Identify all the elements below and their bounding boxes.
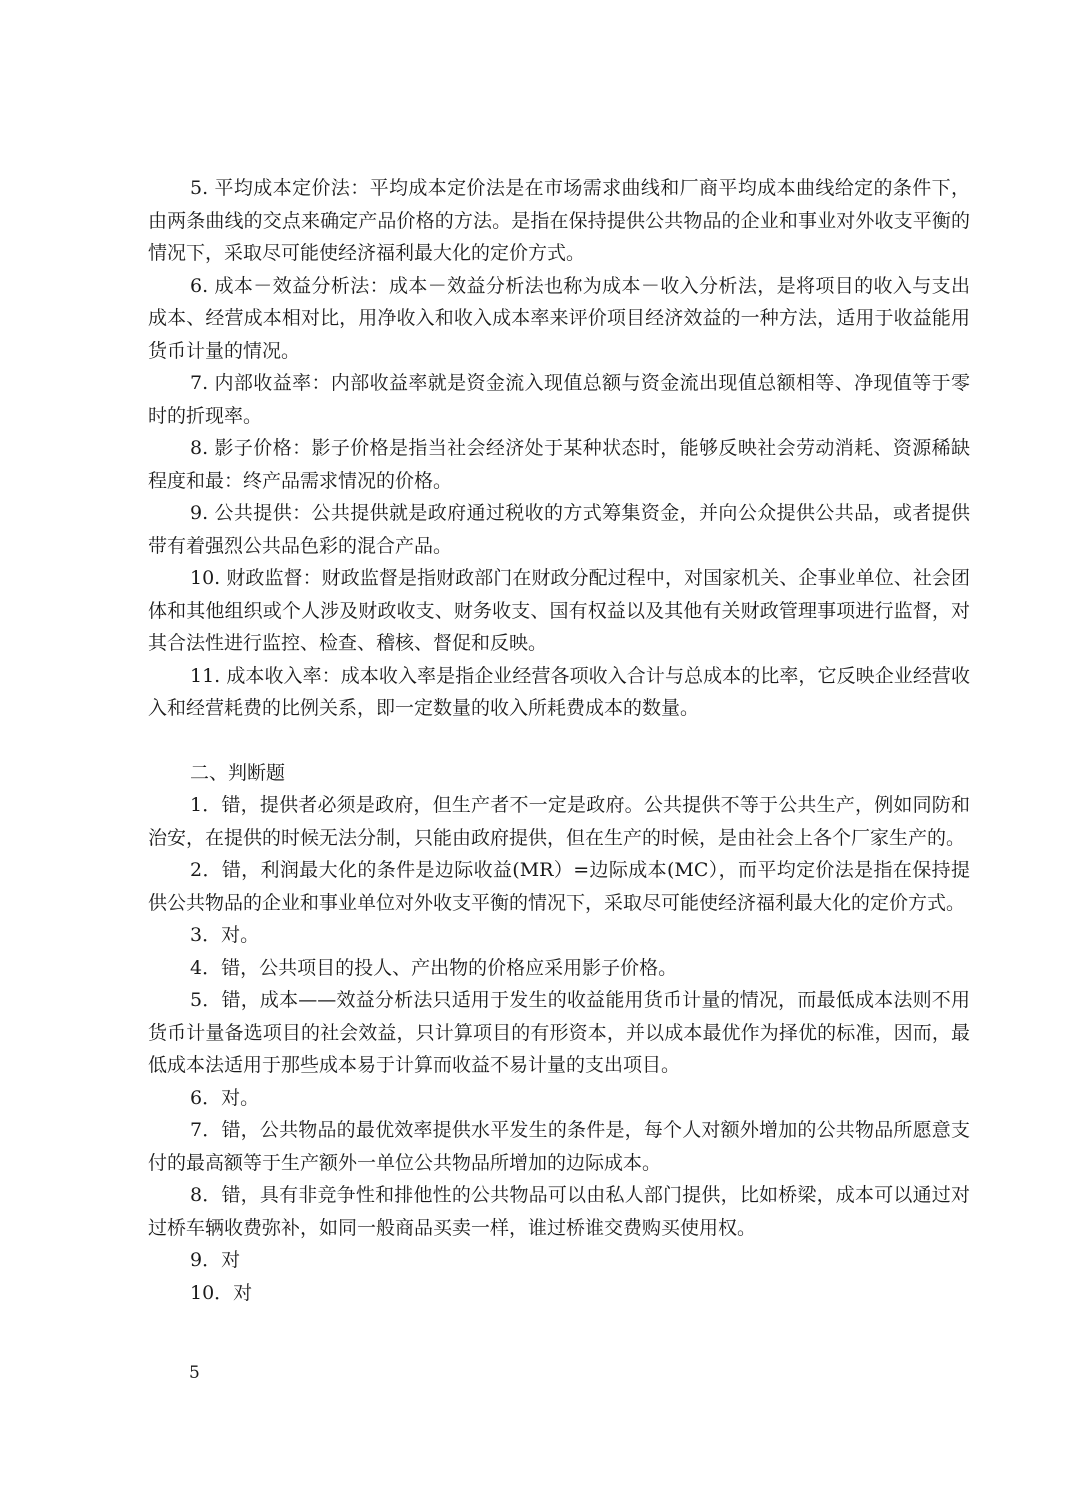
definition-paragraph: 6. 成本－效益分析法：成本－效益分析法也称为成本－收入分析法，是将项目的收入与支出成本、经营成本相对比，用净收入和收入成本率来评价项目经济效益的一种方法，适用于收益能用货币计量的情况。 bbox=[148, 274, 970, 362]
page-number: 5 bbox=[189, 1363, 200, 1383]
definition-paragraph: 5. 平均成本定价法：平均成本定价法是在市场需求曲线和厂商平均成本曲线给定的条件下，由两条曲线的交点来确定产品价格的方法。是指在保持提供公共物品的企业和事业对外收支平衡的情况下，采取尽可能使经济福利最大化的定价方式。 bbox=[148, 177, 970, 264]
answer-paragraph: 4．错，公共项目的投人、产出物的价格应采用影子价格。 bbox=[190, 956, 678, 979]
page-body bbox=[148, 172, 970, 1309]
answer-paragraph: 2．错，利润最大化的条件是边际收益(MR）=边际成本(MC），而平均定价法是指在保持提供公共物品的企业和事业单位对外收支平衡的情况下，采取尽可能使经济福利最大化的定价方式。 bbox=[148, 859, 970, 914]
definition-paragraph: 10. 财政监督：财政监督是指财政部门在财政分配过程中，对国家机关、企事业单位、社会团体和其他组织或个人涉及财政收支、财务收支、国有权益以及其他有关财政管理事项进行监督，对其合法性进行监控、检查、稽核、督促和反映。 bbox=[148, 567, 970, 654]
answer-paragraph: 7．错，公共物品的最优效率提供水平发生的条件是，每个人对额外增加的公共物品所愿意支付的最高额等于生产额外一单位公共物品所增加的边际成本。 bbox=[148, 1119, 970, 1174]
definition-paragraph: 11. 成本收入率：成本收入率是指企业经营各项收入合计与总成本的比率，它反映企业经营收入和经营耗费的比例关系，即一定数量的收入所耗费成本的数量。 bbox=[148, 664, 970, 719]
answer-paragraph: 3．对。 bbox=[190, 924, 260, 946]
answer-paragraph: 6．对。 bbox=[190, 1086, 260, 1109]
answer-paragraph: 8．错，具有非竞争性和排他性的公共物品可以由私人部门提供，比如桥梁，成本可以通过对过桥车辆收费弥补，如同一般商品买卖一样，谁过桥谁交费购买使用权。 bbox=[148, 1184, 970, 1239]
definition-paragraph: 9. 公共提供：公共提供就是政府通过税收的方式筹集资金，并向公众提供公共品，或者提供带有着强烈公共品色彩的混合产品。 bbox=[148, 502, 970, 557]
section-heading: 二、判断题 bbox=[190, 761, 286, 784]
answer-paragraph: 9．对 bbox=[190, 1249, 241, 1271]
definition-paragraph: 7. 内部收益率：内部收益率就是资金流入现值总额与资金流出现值总额相等、净现值等于零时的折现率。 bbox=[148, 372, 970, 427]
definition-paragraph: 8. 影子价格：影子价格是指当社会经济处于某种状态时，能够反映社会劳动消耗、资源稀缺程度和最：终产品需求情况的价格。 bbox=[148, 437, 970, 492]
answer-paragraph: 1．错，提供者必须是政府，但生产者不一定是政府。公共提供不等于公共生产，例如同防和治安，在提供的时候无法分制，只能由政府提供，但在生产的时候，是由社会上各个厂家生产的。 bbox=[148, 794, 970, 849]
answer-paragraph: 5．错，成本——效益分析法只适用于发生的收益能用货币计量的情况，而最低成本法则不用货币计量备选项目的社会效益，只计算项目的有形资本，并以成本最优作为择优的标准，因而，最低成本法适用于那些成本易于计算而收益不易计量的支出项目。 bbox=[148, 989, 970, 1076]
answer-paragraph: 10．对 bbox=[190, 1281, 253, 1304]
